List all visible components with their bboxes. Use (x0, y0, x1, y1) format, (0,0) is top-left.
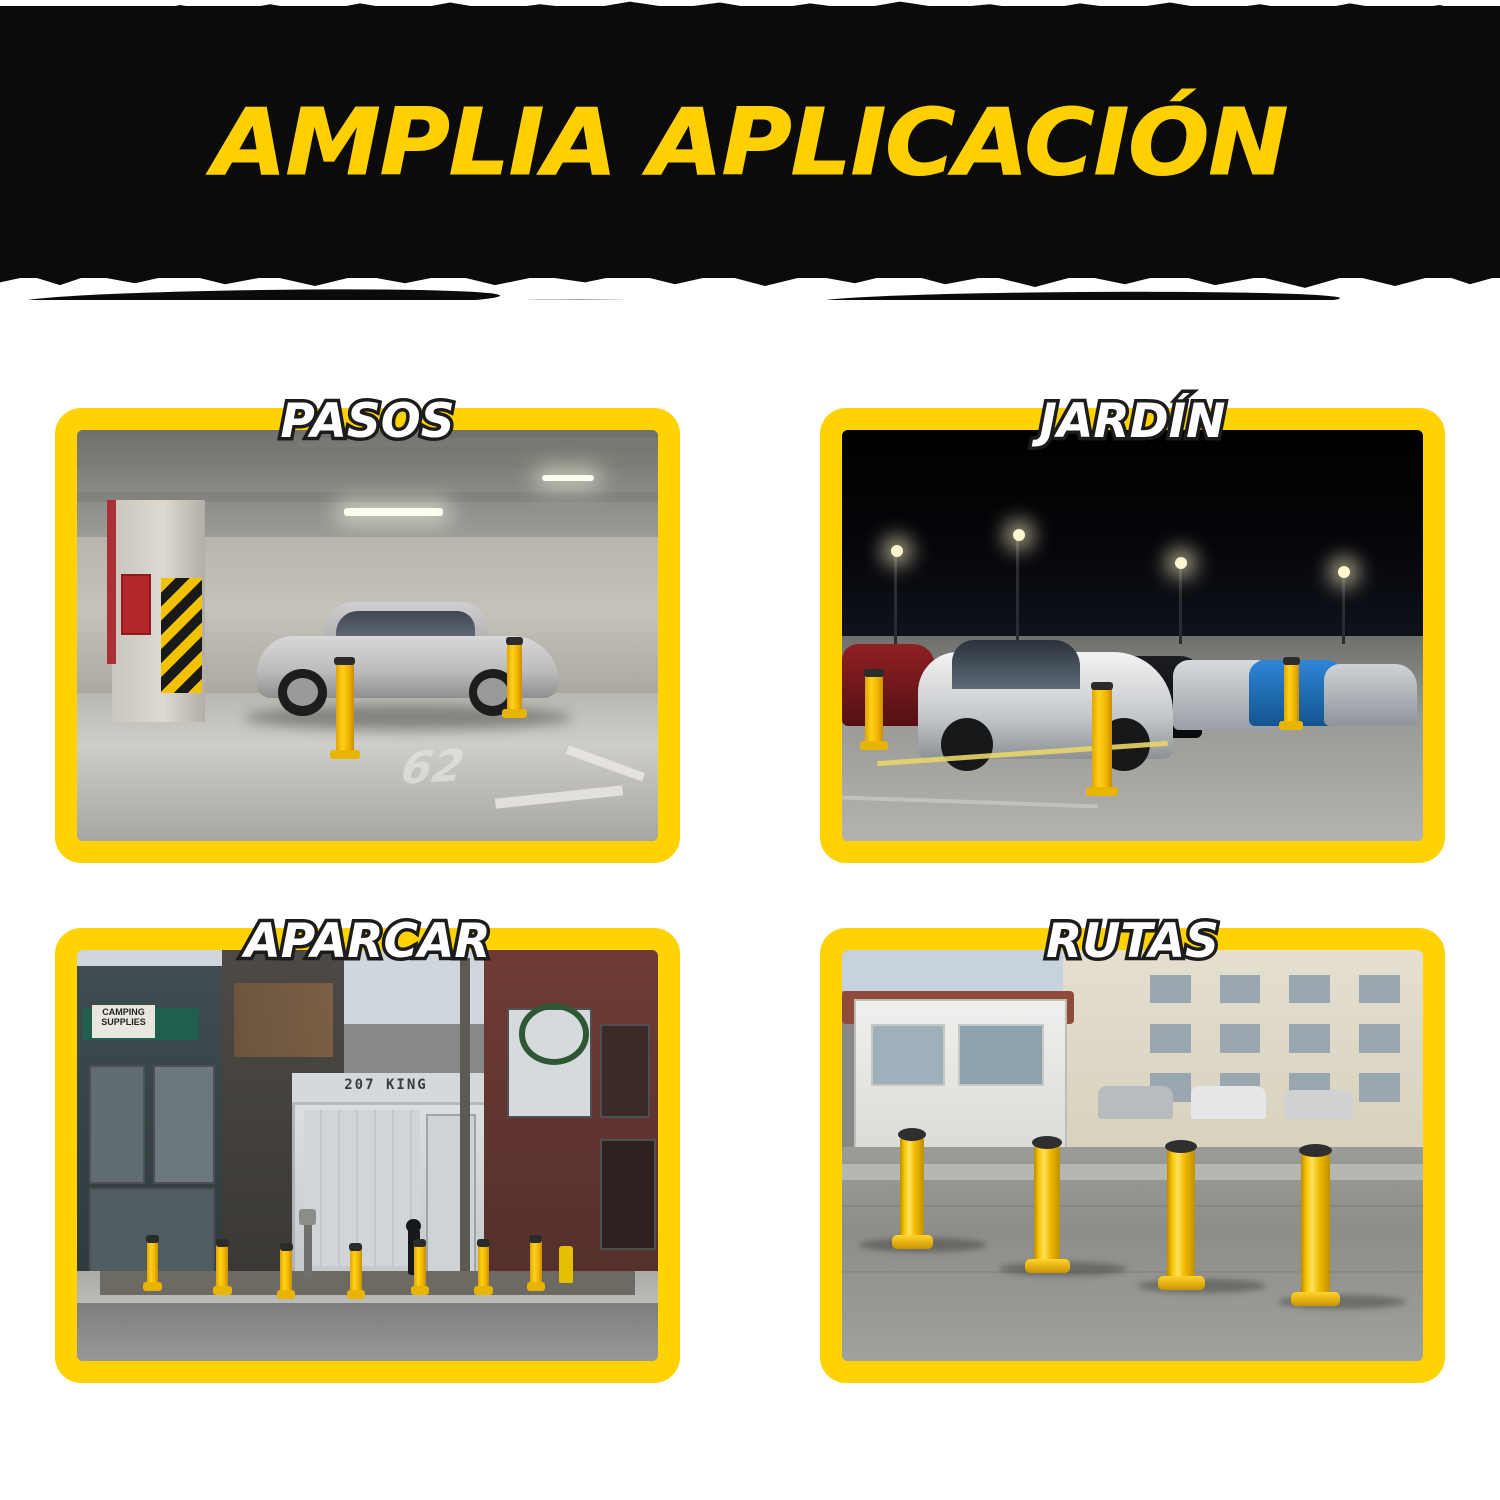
parking-meter (304, 1221, 312, 1279)
building-window (1150, 1024, 1191, 1053)
header-banner (0, 0, 1500, 300)
shop-sign-text: CAMPING SUPPLIES (92, 1005, 156, 1038)
yellow-bollard (900, 1135, 924, 1242)
parking-meter-head (299, 1209, 316, 1225)
night-sky (842, 430, 1423, 644)
hazard-stripe-panel (161, 578, 202, 693)
light-pole (1342, 574, 1345, 644)
building-window (1289, 1024, 1330, 1053)
silver-car (1324, 664, 1417, 726)
building-window (1220, 1024, 1261, 1053)
card-photo-street (77, 950, 658, 1361)
car-wheel (941, 718, 993, 771)
building-window (1359, 1024, 1400, 1053)
yellow-bollard (530, 1238, 542, 1287)
yellow-bollard (1092, 685, 1112, 792)
application-card-aparcar[interactable] (55, 914, 680, 1383)
light-pole (1016, 537, 1019, 644)
utility-pole (460, 958, 469, 1279)
building-window (600, 1024, 650, 1118)
road (77, 1303, 658, 1361)
page-title: AMPLIA APLICACIÓN (212, 88, 1288, 196)
car-windshield (952, 640, 1080, 689)
yellow-bollard (478, 1242, 490, 1291)
car-wheel (278, 669, 326, 716)
gravel-strip (100, 1271, 635, 1296)
yellow-bollard (280, 1246, 292, 1295)
light-glow (1013, 529, 1025, 541)
application-card-pasos[interactable] (55, 394, 680, 863)
holiday-wreath (519, 1003, 589, 1064)
fire-hydrant (559, 1246, 573, 1283)
building-door (600, 1139, 656, 1250)
asphalt-seam (842, 1205, 1423, 1207)
yellow-bollard (1167, 1147, 1195, 1283)
building-window (1150, 975, 1191, 1004)
ink-smear (820, 290, 1340, 300)
graffiti (234, 983, 333, 1057)
application-card-jardin[interactable] (820, 394, 1445, 863)
yellow-bollard (1301, 1151, 1330, 1299)
shop-window (89, 1065, 145, 1184)
curb (842, 1164, 1423, 1180)
ceiling-light (344, 508, 443, 516)
card-label-pasos: PASOS (280, 394, 455, 449)
yellow-bollard (336, 660, 355, 755)
card-photo-night-lot (842, 430, 1423, 841)
yellow-bollard (350, 1246, 362, 1295)
light-glow (1338, 566, 1350, 578)
light-pole (894, 553, 897, 643)
building-window (1359, 1073, 1400, 1102)
fire-extinguisher-box (121, 574, 151, 636)
building-window (1220, 975, 1261, 1004)
floor-number: 62 (397, 740, 468, 795)
yellow-bollard (147, 1238, 159, 1287)
yellow-bollard (216, 1242, 228, 1291)
light-pole (1179, 566, 1182, 644)
garage-address-text: 207 KING (344, 1077, 428, 1094)
pedestrian-head (406, 1219, 421, 1233)
parked-car (1098, 1086, 1174, 1119)
yellow-bollard (1034, 1143, 1061, 1266)
application-card-rutas[interactable] (820, 914, 1445, 1383)
building-window (1289, 975, 1330, 1004)
yellow-bollard (1284, 660, 1299, 726)
booth-window (871, 1024, 945, 1086)
card-label-aparcar: APARCAR (244, 914, 491, 969)
ceiling-light (542, 475, 594, 481)
yellow-bollard (414, 1242, 426, 1291)
shop-window (153, 1065, 215, 1184)
card-photo-driveway (842, 950, 1423, 1361)
application-grid (55, 394, 1445, 1418)
ink-smear (430, 298, 850, 300)
glass-block-wall (304, 1110, 420, 1266)
card-label-rutas: RUTAS (1046, 914, 1219, 969)
parked-car (1284, 1090, 1354, 1119)
yellow-bollard (865, 672, 882, 746)
asphalt-seam (842, 1271, 1423, 1273)
yellow-bollard (507, 640, 522, 714)
card-photo-garage (77, 430, 658, 841)
light-glow (891, 545, 903, 557)
building-window (1359, 975, 1400, 1004)
ink-smear (20, 287, 500, 300)
parked-van (1191, 1086, 1267, 1119)
card-label-jardin: JARDÍN (1039, 394, 1226, 449)
ceiling-beam (77, 455, 658, 469)
fire-pipe (107, 500, 116, 664)
booth-window (958, 1024, 1043, 1086)
